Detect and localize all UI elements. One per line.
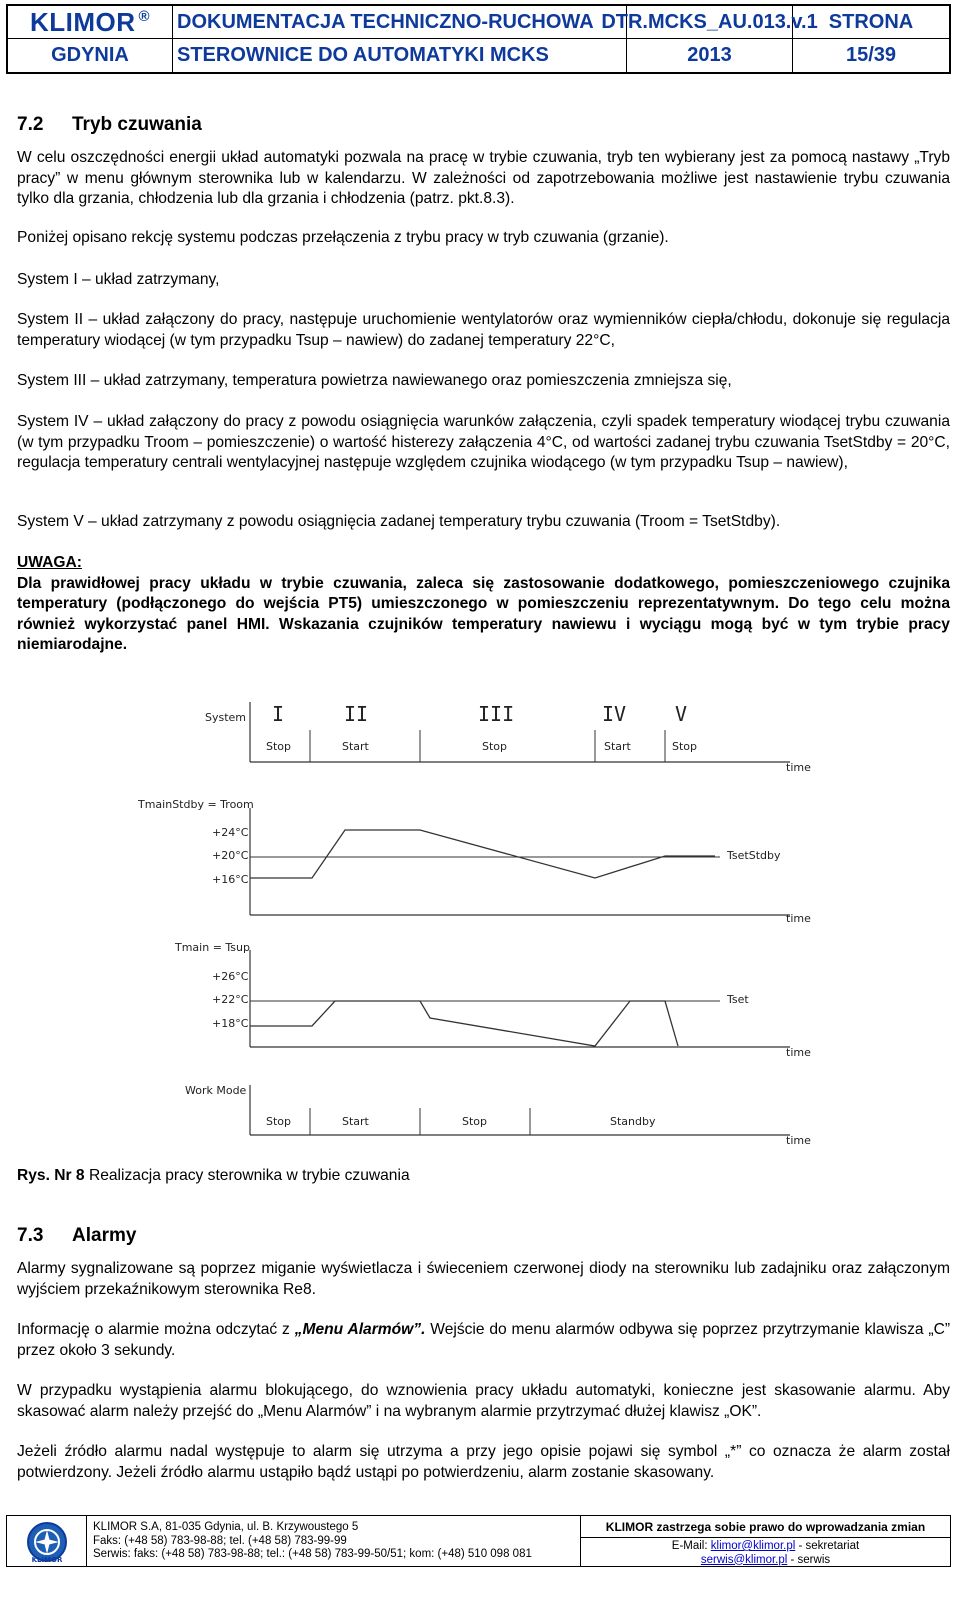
paragraph: Alarmy sygnalizowane są poprzez miganie wyświetlacza i świeceniem czerwonej diody na sterowniku lub zadajniku oraz załączonym wyjściem przekaźnikowym sterownika Re8. (17, 1260, 950, 1298)
chart2-tick: +26°C (212, 970, 249, 983)
email-suffix: - serwis (787, 1553, 831, 1566)
note-label: UWAGA: (17, 554, 82, 571)
logo-text: KLIMOR (31, 1555, 62, 1564)
paragraph: Jeżeli źródło alarmu nadal występuje to alarm się utrzyma a przy jego opisie pojawi się symbol „*” co oznacza że alarm został potwierdzony. Jeżeli źródło alarmu ustąpiło bądź ustąpi po potwierdzeniu, alarm zostanie skasowany. (17, 1443, 950, 1481)
rights-text: KLIMOR zastrzega sobie prawo do wprowadzania zmian (581, 1516, 950, 1538)
brand-cell (8, 6, 173, 39)
email-link-service[interactable]: serwis@klimor.pl (700, 1553, 788, 1566)
text-run: Informację o alarmie można odczytać z (17, 1321, 295, 1338)
standby-timing-diagram (130, 690, 830, 1150)
paragraph: System II – układ załączony do pracy, następuje uruchomienie wentylatorów oraz wymienników ciepła/chłodu, dokonuje się regulacja temperatury wiodącej (w tym przypadku Tsup – nawiew) do zadanej temperatury 22°C, (17, 311, 950, 349)
text-run: Wejście do menu alarmów odbywa się poprzez przytrzymanie klawisza „C” przez około 3 sekundy. (17, 1321, 951, 1359)
chart1-tick: +24°C (212, 826, 249, 839)
workmode-state: Stop (266, 1115, 292, 1128)
tsup-curve (250, 1001, 678, 1046)
workmode-state: Start (342, 1115, 369, 1128)
state-label: Start (342, 740, 369, 753)
paragraph: Poniżej opisano rekcję systemu podczas przełączenia z trybu pracy w tryb czuwania (grzanie). (17, 229, 669, 246)
phase-label: III (478, 702, 515, 726)
workmode-state: Stop (462, 1115, 488, 1128)
caption-prefix: Rys. Nr 8 (17, 1167, 85, 1184)
doc-year: 2013 (627, 39, 793, 72)
state-label: Start (604, 740, 631, 753)
state-label: Stop (672, 740, 698, 753)
paragraph: System I – układ zatrzymany, (17, 271, 220, 288)
troom-curve (250, 830, 715, 878)
note-block (17, 553, 950, 656)
doc-title: DOKUMENTACJA TECHNICZNO-RUCHOWA (173, 6, 627, 39)
paragraph: System IV – układ załączony do pracy z powodu osiągnięcia warunków załączenia, czyli spadek temperatury wiodącej trybu czuwania (w tym przypadku Troom – pomieszczenie) o wartość histerezy załączenia 4°C, od wartości zadanej trybu czuwania TsetStdby = 20°C, regulacja temperatury centrali wentylacyjnej następuje względem czujnika wiodącego (w tym przypadku Tsup – nawiew), (17, 413, 950, 472)
chart1-tick: +20°C (212, 849, 249, 862)
menu-name: „Menu Alarmów”. (294, 1321, 426, 1338)
chart2-label: Tmain = Tsup (175, 941, 250, 954)
paragraph: System V – układ zatrzymany z powodu osiągnięcia zadanej temperatury trybu czuwania (Troom = TsetStdby). (17, 513, 781, 530)
page-number: 15/39 (845, 44, 897, 66)
phase-label: IV (602, 702, 627, 726)
note-text: Dla prawidłowej pracy układu w trybie czuwania, zaleca się zastosowanie dodatkowego, pomieszczeniowego czujnika temperatury (podłączonego do wejścia PT5) umieszczonego w pomieszczeniu reprezentatywnym. Do tego celu można również wykorzystać panel HMI. Wskazania czujników temperatury nawiewu i wyciągu mogą być w tym trybie pracy niemiarodajne. (17, 574, 950, 654)
chart2-setpoint: Tset (727, 993, 749, 1006)
doc-subtitle: STEROWNICE DO AUTOMATYKI MCKS (173, 39, 627, 72)
page-header (6, 4, 951, 74)
paragraph: W przypadku wystąpienia alarmu blokującego, do wznowienia pracy układu automatyki, konieczne jest skasowanie alarmu. Aby skasować alarm należy przejść do „Menu Alarmów” i na wybranym alarmie przytrzymać dłużej klawisz „OK”. (17, 1382, 950, 1420)
chart2-tick: +22°C (212, 993, 249, 1006)
email-suffix: - sekretariat (795, 1540, 860, 1552)
paragraph (17, 1320, 950, 1361)
chart1-label: TmainStdby = Troom (138, 798, 254, 811)
section-7-3-heading (17, 1225, 136, 1247)
phase-label: II (344, 702, 369, 726)
doc-code: DTR.MCKS_AU.013.v.1 (627, 6, 793, 39)
paragraph: System III – układ zatrzymany, temperatura powietrza nawiewanego oraz pomieszczenia zmniejsza się, (17, 372, 732, 389)
phase-label: I (272, 702, 285, 726)
klimor-logo-icon (19, 1520, 75, 1564)
section-7-2-heading (17, 114, 202, 136)
page-label: STRONA (793, 6, 949, 39)
phase-label: V (675, 702, 688, 726)
system-label: System (205, 711, 247, 724)
service-line: Serwis: faks: (+48 58) 783-98-88; tel.: (+48 58) 783-99-50/51; kom: (+48) 510 098 081 (93, 1548, 532, 1560)
time-label: time (786, 912, 811, 925)
figure-caption (17, 1167, 410, 1185)
city: GDYNIA (8, 39, 173, 72)
workmode-state: Standby (610, 1115, 656, 1128)
section-title: Tryb czuwania (72, 114, 202, 135)
section-title: Alarmy (72, 1225, 137, 1246)
paragraph: W celu oszczędności energii układ automatyki pozwala na pracę w trybie czuwania, tryb ten wybierany jest za pomocą nastawy „Tryb pracy” w menu głównym sterownika lub w kalendarzu. W zależności od zapotrzebowania możliwe jest nastawienie trybu czuwania tylko dla grzania, chłodzenia lub dla grzania i chłodzenia (patrz. pkt.8.3). (17, 149, 950, 208)
phone-line: Faks: (+48 58) 783-98-88; tel. (+48 58) 783-99-99 (93, 1534, 347, 1547)
time-label: time (786, 1134, 811, 1147)
workmode-label: Work Mode (185, 1084, 247, 1097)
footer-logo-cell (7, 1516, 87, 1567)
registered-mark: ® (138, 7, 151, 25)
footer-address (87, 1516, 581, 1567)
state-label: Stop (266, 740, 292, 753)
chart1-tick: +16°C (212, 873, 249, 886)
footer-rights (581, 1516, 950, 1567)
caption-text: Realizacja pracy sterownika w trybie czuwania (84, 1167, 410, 1184)
footer-contacts (581, 1538, 950, 1567)
email-prefix: E-Mail: (671, 1540, 711, 1552)
brand-name: KLIMOR (29, 6, 136, 37)
chart1-setpoint: TsetStdby (727, 849, 781, 862)
section-number: 7.3 (17, 1225, 44, 1246)
chart2-tick: +18°C (212, 1017, 249, 1030)
page-footer (6, 1515, 951, 1567)
address-line: KLIMOR S.A, 81-035 Gdynia, ul. B. Krzywoustego 5 (93, 1521, 359, 1533)
time-label: time (786, 1046, 811, 1059)
time-label: time (786, 761, 811, 774)
section-number: 7.2 (17, 114, 44, 135)
state-label: Stop (482, 740, 508, 753)
email-link-office[interactable]: klimor@klimor.pl (710, 1540, 796, 1552)
